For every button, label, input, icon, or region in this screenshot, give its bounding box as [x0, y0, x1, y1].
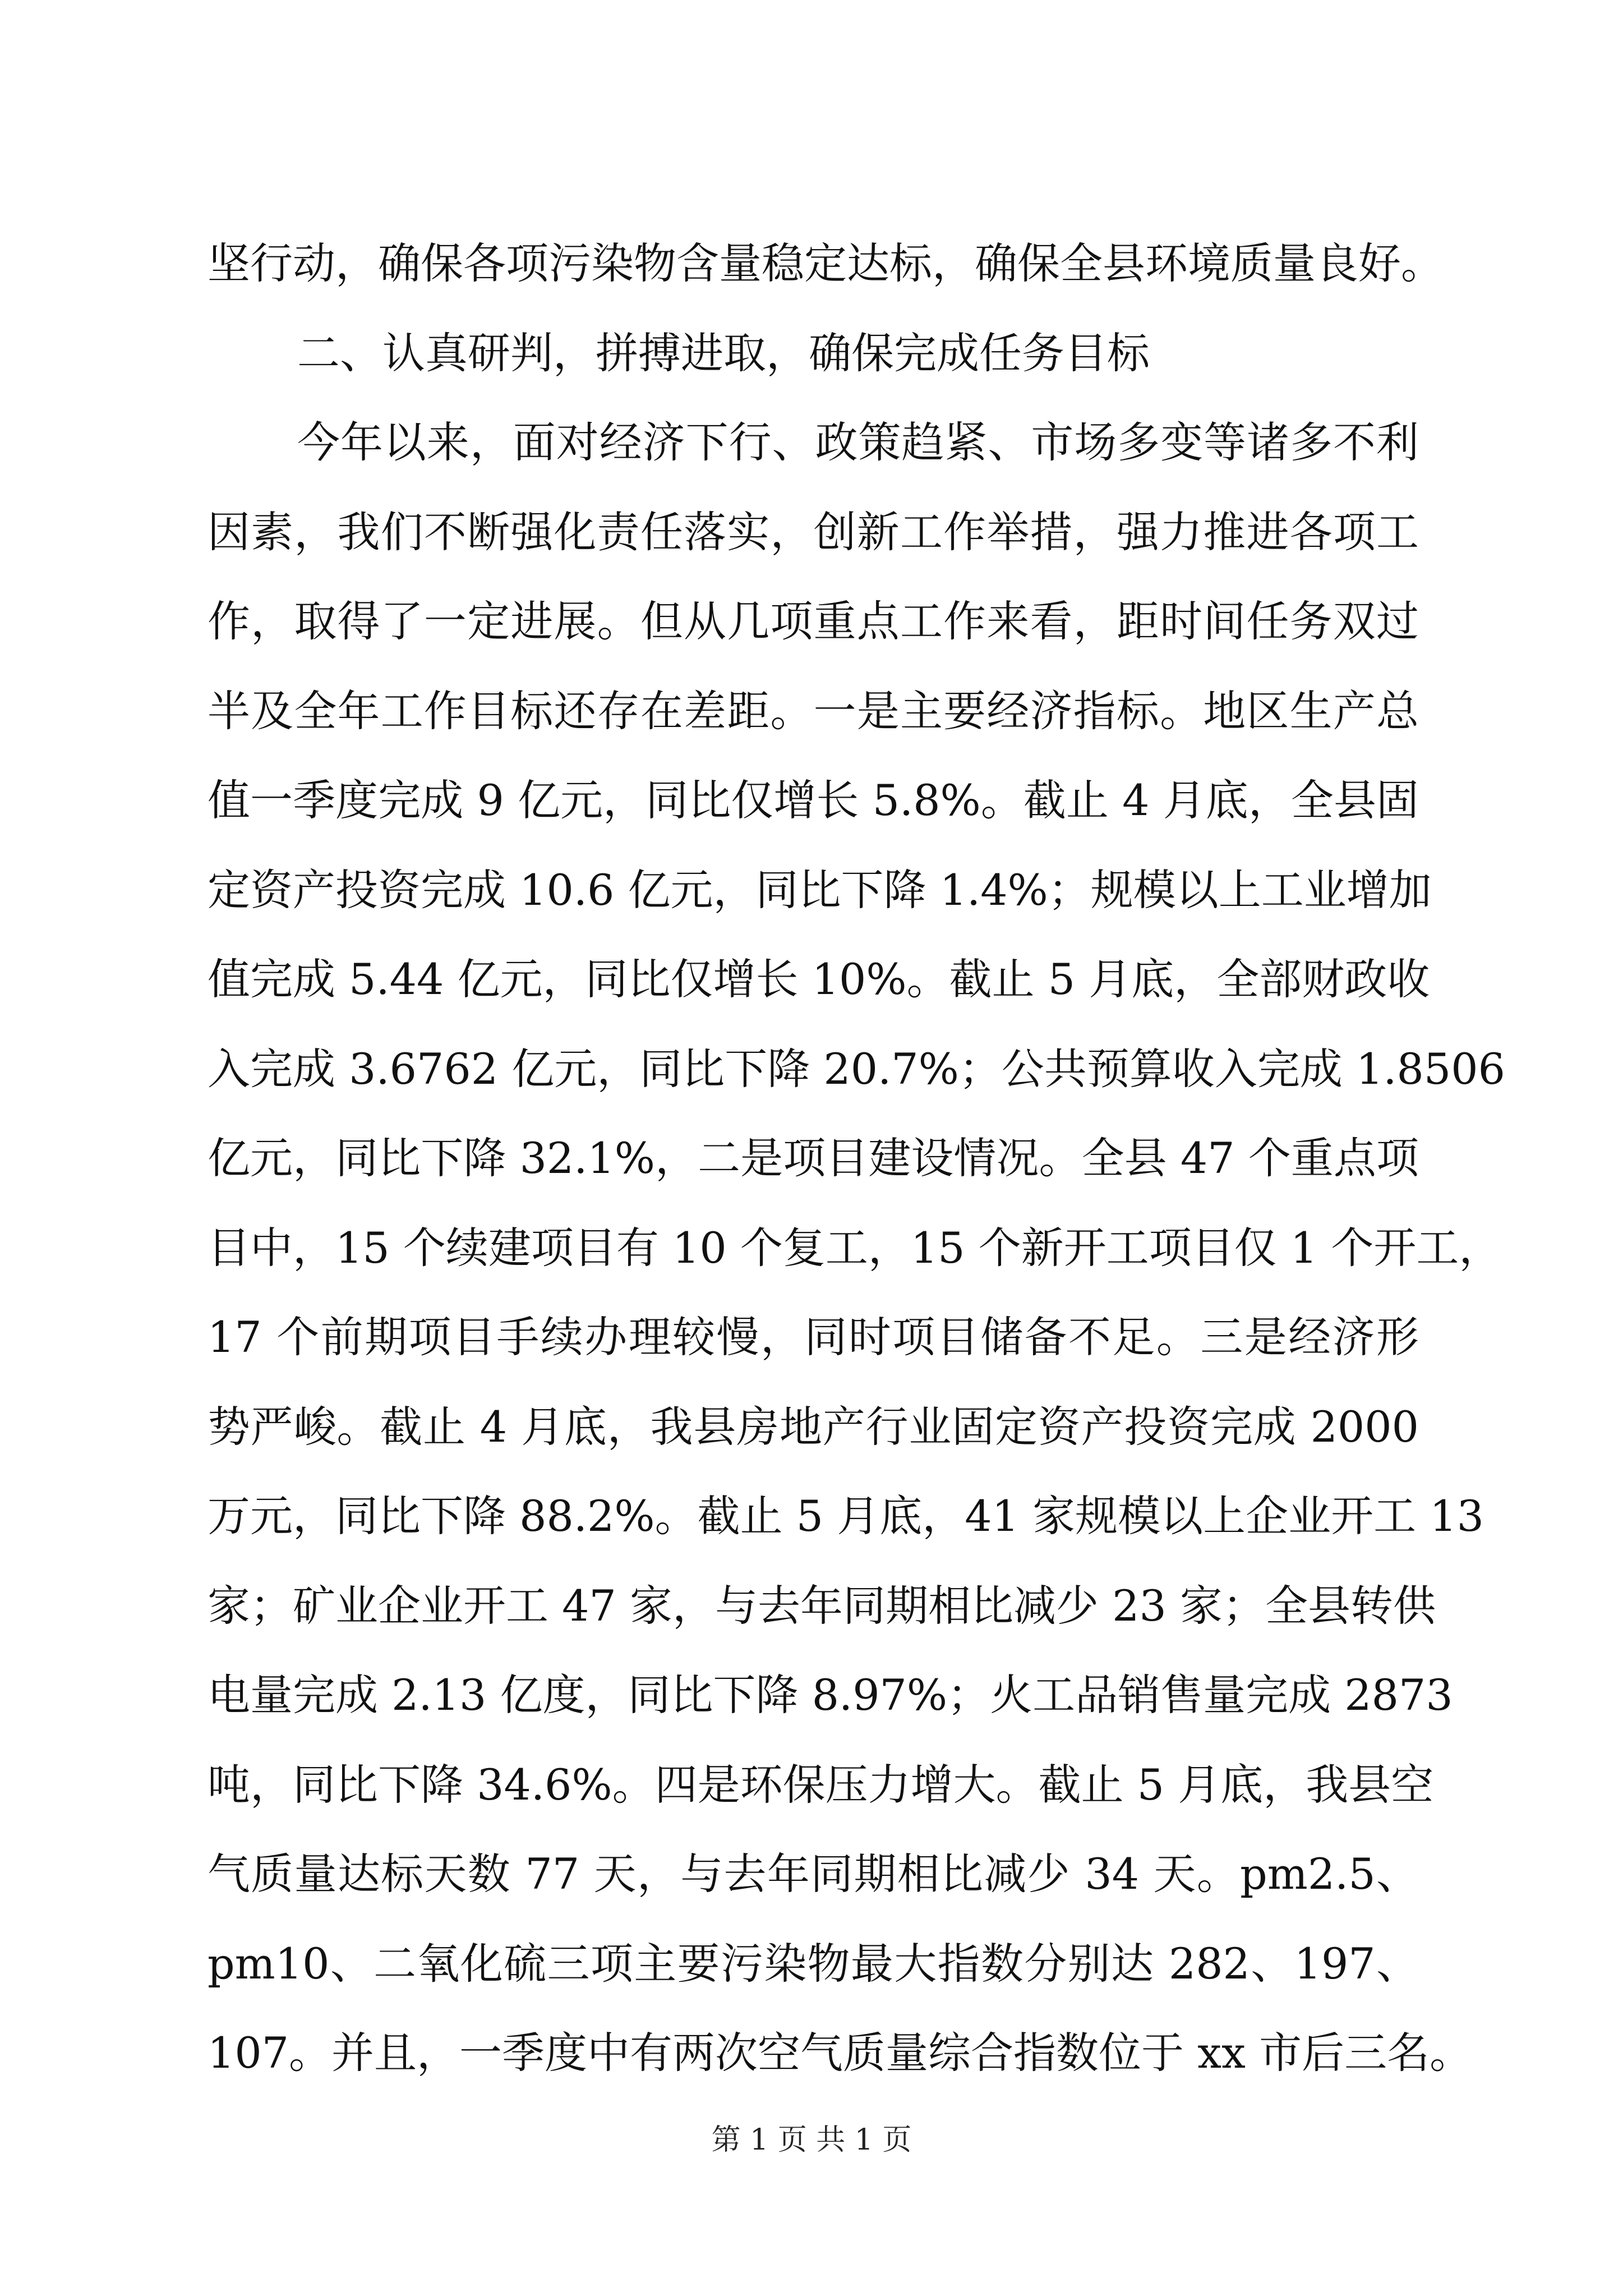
body-line-1: 坚行动，确保各项污染物含量稳定达标，确保全县环境质量良好。 — [208, 238, 1444, 288]
body-line-21: 107。并且，一季度中有两次空气质量综合指数位于 xx 市后三名。 — [208, 2028, 1473, 2078]
body-line-18: 吨，同比下降 34.6%。四是环保压力增大。截止 5 月底，我县空 — [208, 1760, 1434, 1810]
body-line-17: 电量完成 2.13 亿度，同比下降 8.97%；火工品销售量完成 2873 — [208, 1670, 1453, 1720]
body-line-19: 气质量达标天数 77 天，与去年同期相比减少 34 天。pm2.5、 — [208, 1849, 1419, 1899]
body-line-11: 亿元，同比下降 32.1%，二是项目建设情况。全县 47 个重点项 — [208, 1133, 1419, 1183]
body-line-12: 目中，15 个续建项目有 10 个复工，15 个新开工项目仅 1 个开工， — [208, 1223, 1502, 1273]
body-line-4: 因素，我们不断强化责任落实，创新工作举措，强力推进各项工 — [208, 507, 1419, 557]
section-heading: 二、认真研判，拼搏进取，确保完成任务目标 — [297, 328, 1150, 378]
body-line-15: 万元，同比下降 88.2%。截止 5 月底，41 家规模以上企业开工 13 — [208, 1491, 1484, 1541]
body-line-8: 定资产投资完成 10.6 亿元，同比下降 1.4%；规模以上工业增加 — [208, 865, 1432, 915]
body-line-10: 入完成 3.6762 亿元，同比下降 20.7%；公共预算收入完成 1.8506 — [208, 1044, 1505, 1094]
body-line-13: 17 个前期项目手续办理较慢，同时项目储备不足。三是经济形 — [208, 1312, 1419, 1362]
body-line-7: 值一季度完成 9 亿元，同比仅增长 5.8%。截止 4 月底，全县固 — [208, 775, 1419, 825]
body-line-9: 值完成 5.44 亿元，同比仅增长 10%。截止 5 月底，全部财政收 — [208, 954, 1430, 1004]
body-line-16: 家；矿业企业开工 47 家，与去年同期相比减少 23 家；全县转供 — [208, 1581, 1436, 1631]
body-line-5: 作，取得了一定进展。但从几项重点工作来看，距时间任务双过 — [208, 596, 1419, 646]
body-line-14: 势严峻。截止 4 月底，我县房地产行业固定资产投资完成 2000 — [208, 1402, 1419, 1452]
body-line-20: pm10、二氧化硫三项主要污染物最大指数分别达 282、197、 — [208, 1939, 1419, 1989]
body-line-6: 半及全年工作目标还存在差距。一是主要经济指标。地区生产总 — [208, 686, 1419, 736]
page-footer: 第 1 页 共 1 页 — [711, 2123, 912, 2157]
body-line-3: 今年以来，面对经济下行、政策趋紧、市场多变等诸多不利 — [297, 417, 1419, 467]
